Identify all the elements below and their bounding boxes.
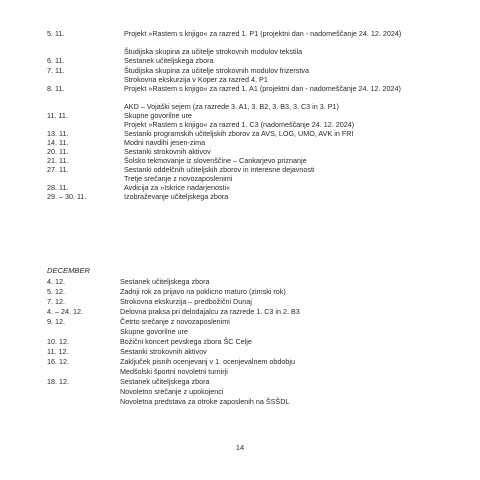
event-text: Sestanek učiteljskega zbora: [120, 377, 210, 386]
event-text: Izobraževanje učiteljskega zbora: [124, 192, 229, 201]
event-text: Sestanki programskih učiteljskih zborov za AVS, LOG, UMO, AVK in FRI: [124, 129, 354, 138]
event-date: 14. 11.: [47, 138, 69, 147]
event-text: Četrto srečanje z novozaposlenimi: [120, 317, 230, 326]
event-date: 29. – 30. 11.: [47, 192, 87, 201]
event-text: Projekt »Rastem s knjigo« za razred 1. A1 (projektni dan - nadomeščanje 24. 12. 2024): [124, 84, 401, 93]
event-text: Medšolski športni novoletni turnirji: [120, 367, 228, 376]
event-date: 11. 11.: [47, 111, 68, 120]
event-text: Sestanki oddelčnih učiteljskih zborov in interesne dejavnosti: [124, 165, 315, 174]
event-text: Študijska skupina za učitelje strokovnih modulov frizerstva: [124, 66, 309, 75]
event-text: Šolsko tekmovanje iz slovenščine – Cankarjevo priznanje: [124, 156, 307, 165]
event-text: Strokovna ekskurzija v Koper za razred 4. P1: [124, 75, 268, 84]
event-date: 21. 11.: [47, 156, 69, 165]
event-date: 5. 11.: [47, 29, 65, 38]
event-text: Sestanki strokovnih aktivov: [124, 147, 211, 156]
page-number: 14: [235, 443, 245, 452]
event-text: Delovna praksa pri delodajalcu za razrede 1. C3 in 2. B3: [120, 307, 300, 316]
event-date: 10. 12.: [47, 337, 69, 346]
event-date: 4. 12.: [47, 277, 65, 286]
event-text: Skupne govorilne ure: [124, 111, 192, 120]
event-date: 28. 11.: [47, 183, 69, 192]
event-text: Strokovna ekskurzija – predbožični Dunaj: [120, 297, 252, 306]
month-heading: DECEMBER: [47, 266, 91, 275]
event-text: Sestanek učiteljskega zbora: [124, 56, 214, 65]
event-date: 27. 11.: [47, 165, 69, 174]
event-date: 9. 12.: [47, 317, 65, 326]
event-text: Sestanek učiteljskega zbora: [120, 277, 210, 286]
event-text: Projekt »Rastem s knjigo« za razred 1. P1 (projektni dan - nadomeščanje 24. 12. 2024): [124, 29, 402, 38]
event-date: 18. 12.: [47, 377, 69, 386]
event-text: Zaključek pisnih ocenjevanj v 1. ocenjevalnem obdobju: [120, 357, 296, 366]
event-date: 7. 11.: [47, 66, 65, 75]
event-text: Tretje srečanje z novozaposlenimi: [124, 174, 233, 183]
event-text: Avdicija za »Iskrice nadarjenosti«: [124, 183, 231, 192]
event-date: 6. 11.: [47, 56, 65, 65]
event-date: 13. 11.: [47, 129, 69, 138]
event-text: Novoletna predstava za otroke zaposlenih na ŠSŠDL: [120, 397, 290, 406]
event-text: Skupne govorilne ure: [120, 327, 188, 336]
event-date: 20. 11.: [47, 147, 69, 156]
event-text: Zadnji rok za prijavo na poklicno maturo (zimski rok): [120, 287, 286, 296]
event-date: 5. 12.: [47, 287, 65, 296]
event-date: 4. – 24. 12.: [47, 307, 83, 316]
event-text: Projekt »Rastem s knjigo« za razred 1. C3 (nadomeščanje 24. 12. 2024): [124, 120, 355, 129]
event-date: 7. 12.: [47, 297, 65, 306]
event-text: Študijska skupina za učitelje strokovnih modulov tekstila: [124, 47, 303, 56]
event-text: Sestanki strokovnih aktivov: [120, 347, 207, 356]
event-date: 8. 11.: [47, 84, 65, 93]
event-date: 11. 12.: [47, 347, 69, 356]
event-text: AKD – Vojaški sejem (za razrede 3. A1, 3. B2, 3. B3, 3. C3 in 3. P1): [124, 102, 339, 111]
event-text: Modni navdihi jesen-zima: [124, 138, 206, 147]
event-text: Novoletno srečanje z upokojenci: [120, 387, 224, 396]
event-date: 16. 12.: [47, 357, 69, 366]
event-text: Božični koncert pevskega zbora ŠC Celje: [120, 337, 252, 346]
